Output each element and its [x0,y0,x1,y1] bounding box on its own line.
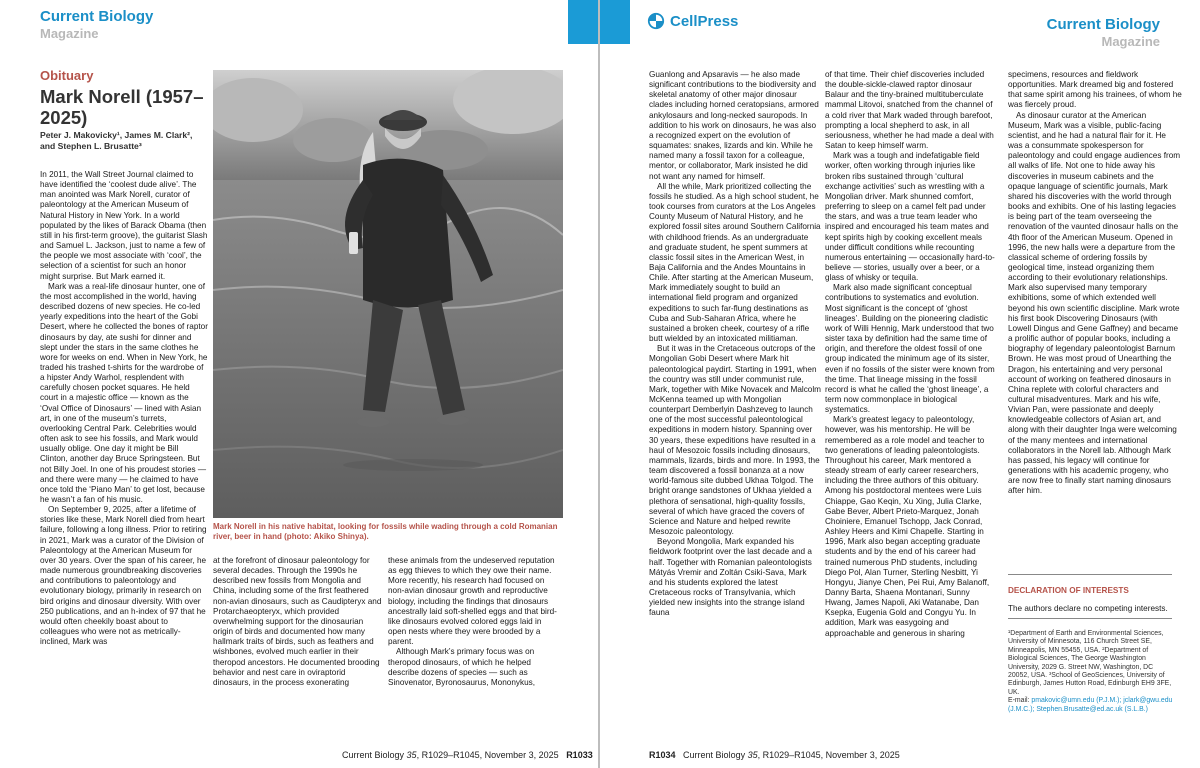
paragraph: Beyond Mongolia, Mark expanded his fieldwork footprint over the last decade and a half. Together with Romanian paleontologists Mátyás Vremir and Zoltán Csiki-Sava, Mark and his students explored the latest Cretaceous rocks of Transylvania, which yielded new insights into the strange island fauna [649,537,812,618]
photo-mark-norell [213,70,563,518]
publisher-name: CellPress [670,12,739,30]
photo-caption: Mark Norell in his native habitat, looking for fossils while wading through a cold Romanian river, beer in hand (photo: Akiko Shinya). [213,522,558,541]
paragraph: of that time. Their chief discoveries included the double-sickle-clawed raptor dinosaur Balaur and the tiny-brained multituberculate mammal Litovoi, snatched from the channel of a cold river that Mark waded through barefoot, prompting a local shepherd to ask, in all seriousness, whether he had made a deal with Satan to keep himself warm. [825,70,994,151]
paragraph: these animals from the undeserved reputation as egg thieves to which they owe their name. More recently, his research had focused on non-avian dinosaur growth and reproductive biology, including the findings that dinosaurs ancestrally laid soft-shelled eggs and that bird-like dinosaurs evolved colored eggs laid in open nests where they were brooded by a parent. [388,556,557,647]
folio-volume: 35 [406,750,417,760]
declaration-title: DECLARATION OF INTERESTS [1008,586,1129,595]
page-corner-tab [568,0,598,44]
paragraph: All the while, Mark prioritized collecting the fossils he studied. As a high school student, he took courses from curators at the Los Angeles County Museum of Natural History, and he explored fossil sites around Southern California with childhood friends. As an undergraduate and graduate student, he spent summers at classic fossil sites in the American West, in Baja California and the Andes Mountains in Chile. After starting at the American Museum, Mark immediately sought to build an international field program and organized expeditions to such far-flung destinations as Cuba and Sub-Saharan Africa, where he sustained a broken cheek, courtesy of a rifle butt wielded by an intoxicated militiaman. [649,181,821,344]
paragraph: Mark’s greatest legacy to paleontology, however, was his mentorship. He will be remembered as a role model and teacher to two generations of leading paleontologists. Throughout his career, Mark mentored a steady stream of early career researchers, including the three authors of this obituary. Among his postdoctoral mentees were Luis Chiappe, Gao Keqin, Xu Xing, Julia Clarke, Gabe Bever, Albert Prieto-Marquez, Jonah Choiniere, Emanuel Tschopp, Jack Conrad, Ashley Heers and Kimi Chapelle. Starting in 1996, Mark also began accepting graduate students and by the end of his career had trained numerous PhD students, including Diego Pol, Alan Turner, Sterling Nesbitt, Yi Hongyu, Jianye Chen, Pei Rui, Amy Balanoff, Danny Barta, Shaena Montanari, Sunny Hwang, James Napoli, Aki Watanabe, Dan Ksepka, Eugenia Gold and Congyu Yu. In addition, Mark was easygoing and approachable and generous in sharing [825,415,990,638]
journal-title: Current Biology [40,8,154,25]
paragraph: As dinosaur curator at the American Museum, Mark was a visible, public-facing scientist, and he had a natural flair for it. He was a consummate spokesperson for paleontology and could engage audiences from all walks of life. Not one to hide away his discoveries in museum cabinets and the opaque language of scientific journals, Mark shared his discoveries with the world through books and exhibits. One of his lasting legacies is being part of the team overseeing the renovation of the vaunted dinosaur halls on the 4th floor of the American Museum. Opened in 1996, the new halls were a departure from the classical scheme of ordering fossils by geological time, instead organizing them according to their evolutionary relationships. Mark also supervised many temporary exhibitions, some of which extended well beyond his own scientific discipline. Mark wrote his first book Discovering Dinosaurs (with Lowell Dingus and Gene Gaffney) and became a prolific author of popular books, including a biography of legendary paleontologist Barnum Brown. He was most proud of Unearthing the Dragon, his entertaining and very personal account of working on feathered dinosaurs in China replete with colorful characters and cultural misadventures. Mark and his wife, Vivian Pan, were passionate and deeply knowledgeable collectors of Asian art, and along with their daughter Inga were welcoming of the many mentees and international collaborators in the Norell lab. Although Mark has passed, his legacy will continue for generations with his academic progeny, who are now free to finally start naming dinosaurs after him. [1008,110,1181,496]
folio-journal-right: Current Biology [683,750,746,760]
right-column-3 [1008,70,1182,552]
paragraph: On September 9, 2025, after a lifetime of stories like these, Mark Norell died from heart failure, following a long illness. Prior to retiring in 2021, Mark was a curator of the Division of Paleontology at the American Museum for over 30 years. Over the span of his career, he made numerous groundbreaking discoveries and contributions to paleontology and evolutionary biology, primarily in research on bird origins and dinosaur diversity. With over 250 publications, and an h-index of 97 that he would often cheekily boast about to colleagues who were not as metrically-inclined, Mark was [40,505,207,647]
right-column-1 [649,70,821,746]
page-corner-tab-right [600,0,630,44]
right-column-2 [825,70,997,746]
declaration-rule [1008,574,1172,575]
paragraph: Although Mark’s primary focus was on theropod dinosaurs, of which he helped describe dozens of species — such as Sinovenator, Byronosaurus, Mononykus, [388,647,536,687]
author-emails[interactable]: pmakovic@umn.edu (P.J.M.); jclark@gwu.edu (J.M.C.); Stephen.Brusatte@ed.ac.uk (S.L.B.) [1008,697,1173,713]
paragraph: Guanlong and Apsaravis — he also made significant contributions to the biodiversity and skeletal anatomy of other major dinosaur clades including horned ceratopsians, armored ankylosaurs and long-necked sauropods. In addition to his work on dinosaurs, he was also a recognized expert on the evolution of squamates: snakes, lizards and kin. While he named many a fossil taxon for a colleague, mentor, or collaborator, Mark insisted he did not want any named for himself. [649,70,819,181]
email-label: E-mail: [1008,697,1030,705]
folio-page-number: R1033 [566,750,593,760]
left-folio: Current Biology 35, R1029–R1045, November 3, 2025 R1033 [342,750,593,760]
paragraph: specimens, resources and fieldwork opportunities. Mark dreamed big and fostered that same spirit among his trainees, of whom he was fiercely proud. [1008,70,1182,110]
affiliations-text: ¹Department of Earth and Environmental Sciences, University of Minnesota, 116 Church Street SE, Minneapolis, MN 55455, USA. ²Department of Biological Sciences, The George Washington University, 2029 G. Street NW, Washington, DC 20052, USA. ³School of GeoSciences, University of Edinburgh, James Hutton Road, Edinburgh EH9 3FE, UK. [1008,630,1172,696]
declaration-text: The authors declare no competing interests. [1008,604,1168,613]
article-title: Mark Norell (1957–2025) [40,86,204,128]
folio-pages: R1029–R1045, November 3, 2025 [421,750,559,760]
paragraph: at the forefront of dinosaur paleontology for several decades. Through the 1990s he described new fossils from Mongolia and China, including some of the first feathered non-avian dinosaurs, such as Caudipteryx and Protarchaeopteryx, which provided overwhelming support for the dinosaurian origin of birds and documented how many hallmark traits of birds, such as feathers and wishbones, evolved much earlier in their theropod ancestors. He documented brooding behavior and nest care in oviraptorid dinosaurs, in the process exonerating [213,556,382,687]
paragraph: In 2011, the Wall Street Journal claimed to have identified the ‘coolest dude alive’. The man anointed was Mark Norell, curator of paleontology at the American Museum of Natural History in New York. In a world populated by the likes of Barack Obama (then still in his first-term groove), the guitarist Slash and Samuel L. Jackson, just to name a few of the people we most associate with ‘cool’, the selection of a scientist for such an honor might surprise. But Mark earned it. [40,170,208,281]
affiliations [1008,630,1176,714]
paragraph: Mark was a real-life dinosaur hunter, one of the most accomplished in the world, having described dozens of new species. He co-led yearly expeditions into the heart of the Gobi Desert, where he collected the bones of raptor dinosaurs by day, ate sushi for dinner and slept under the stars in the same clothes he wore for weeks on end. When in New York, he traded his trashed t-shirts for the wardrobe of a hipster Andy Warhol, resplendent with carefully chosen pocket squares. He held court in a majestic office — known as the ‘Oval Office of Dinosaurs’ — lined with Asian art, in one of the museum’s turrets, overlooking Central Park. Celebrities would often ask to see his fossils, and Mark would usually oblige. One day it might be Bill Clinton, another day Bruce Springsteen. But not Billy Joel. In one of his proudest stories — and there were many — he claimed to have once told the ‘Piano Man’ to get lost, because he wasn’t a fan of his music. [40,281,208,504]
journal-subtitle: Magazine [40,26,99,41]
section-label: Obituary [40,68,94,83]
photo-image [213,70,563,518]
left-page [0,0,598,768]
folio-page-number-right: R1034 [649,750,676,760]
paragraph: But it was in the Cretaceous outcrops of the Mongolian Gobi Desert where Mark hit paleontological paydirt. Starting in 1991, when the country was still under communist rule, Mark, together with Mike Novacek and Malcolm McKenna teamed up with Mongolian counterpart Demberlyin Dashzeveg to launch one of the most successful paleontological expeditions in modern history. Spanning over 30 years, these expeditions have resulted in a haul of Mesozoic fossils including dinosaurs, mammals, lizards, birds and more. In 1993, the team discovered a fossil bonanza at a now world-famous site dubbed Ukhaa Tolgod. The bright orange sandstones of Ukhaa yielded a plethora of sensational, high-quality fossils, several of which have graced the covers of Science and Nature and helped rewrite Mesozoic paleontology. [649,344,821,537]
cellpress-brand [647,12,738,30]
cellpress-logo-icon [647,12,665,30]
journal-subtitle-right: Magazine [1101,34,1160,49]
paragraph: Mark was a tough and indefatigable field worker, often working through injuries like broken ribs sustained through ‘cultural exchange activities’ such as wrestling with a Mongolian driver. Mark shunned comfort, preferring to sleep on a camel felt pad under the stars, and was a true team leader who inspired and encouraged his team mates and kept spirits high by cooking excellent meals under difficult conditions while recounting numerous entertaining — occasionally hard-to-believe — stories, usually over a beer, or a glass of whisky or tequila. [825,151,995,283]
left-column-1 [40,170,208,748]
folio-journal: Current Biology [342,750,405,760]
folio-volume-right: 35 [747,750,758,760]
right-page [600,0,1200,768]
article-authors: Peter J. Makovicky¹, James M. Clark², and Stephen L. Brusatte³ [40,130,193,151]
paragraph: Mark also made significant conceptual contributions to systematics and evolution. Most significant is the concept of ‘ghost lineages’. Building on the pioneering cladistic work of Willi Hennig, Mark understood that two sister taxa by definition had the same time of origin, and therefore the oldest fossil of one group indicated the minimum age of its sister, even if no fossils of the sister were known from the time. That lineage missing in the fossil record is what he called the ‘ghost lineage’, a term now commonplace in biological systematics. [825,283,995,415]
folio-pages-right: R1029–R1045, November 3, 2025 [762,750,900,760]
left-column-3 [388,556,560,746]
left-column-2 [213,556,383,746]
journal-title-right: Current Biology [1046,16,1160,33]
affiliations-rule [1008,618,1172,619]
right-folio: R1034 Current Biology 35, R1029–R1045, November 3, 2025 [649,750,900,760]
